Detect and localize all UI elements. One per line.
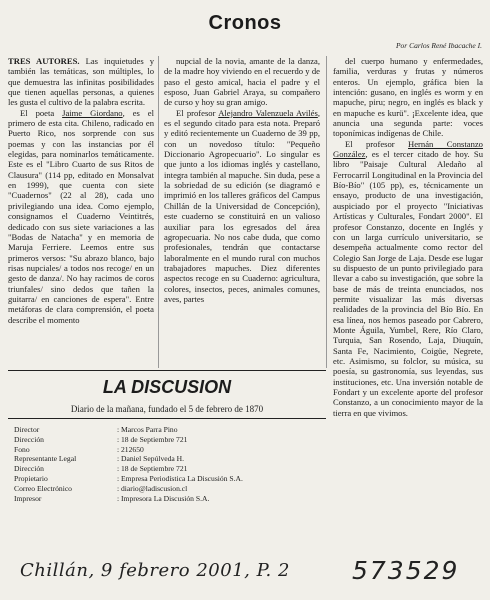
staff-row [14,454,320,464]
staff-value: : 212650 [117,444,144,454]
paragraph [164,56,320,108]
staff-value: : Daniel Sepúlveda H. [117,454,185,464]
column-title: Cronos [208,12,282,34]
staff-value: : diario@ladiscusion.cl [117,483,188,493]
staff-row [14,435,320,445]
paragraph-text: , es el segundo citado para esta nota. Preparó y editó recientemente un Cuaderno de 39 pp, con un novedoso título: "Pequeño Diccionario Agropecuario". Lo singular es que junto a los idiomas inglés y castellano, integra también al mapuche. Sin duda, pese a la sobriedad de su edición (se diagramó e imprimió en los talleres gráficos del Campus Chillán de la Universidad de Concepción), este cuaderno se constituirá en un valioso auxiliar para los egresados del área agropecuaria. No nos cabe duda, que como profesionales, tendrán que contactarse laboralmente en el mundo rural con muchos trabajadores mapuches. Diez diferentes aspectos recoge en su Cuaderno: agricultura, colores, insectos, peces, animales comunes, aves, partes [164,107,320,304]
paragraph [164,108,320,305]
masthead-subtitle: Diario de la mañana, fundado el 5 de febrero de 1870 [70,404,264,414]
paragraph-text: , es el primero de esta cita. Chileno, radicado en Puerto Rico, nos sorprende con sus poemas y con las instancias por él elegidas, para nominarlos temáticamente. Este es el "Libro Cuarto de sus Ritos de Clausura" (114 pp, editado en Monsalvat en 1999), que cuenta con siete "Cuadernos" (22 al 28), cada uno privilegiando una idea. Como ejemplo, consignamos el Cuaderno Veintitrés, dedicado con sus siete variaciones a las "Bodas de Natacha" y en memoria de Maruja Ferriere. Leemos entre sus primeros versos: "Su abrazo blanco, bajo risas nupciales/ a todos nos recoge/ en un gesto de danza/. No hay racimos de coros triunfales/ sino dedos que tañen la guitarra/ en canciones de espera". Entre metáforas de clara comprensión, el poeta describe el momento [8,107,154,325]
author-name: Jaime Giordano [62,107,123,118]
staff-role: Representante Legal [14,454,77,464]
article-column-2 [164,56,320,368]
lead-in: TRES AUTORES. [8,56,80,66]
column-divider [158,56,159,368]
paragraph-text: El profesor [176,107,219,118]
paragraph-text: El poeta [20,107,63,118]
staff-role: Impresor [14,493,42,503]
handwritten-date: Chillán, 9 febrero 2001, P. 2 [20,560,290,581]
masthead-divider [8,418,326,419]
paragraph [8,108,154,325]
staff-row [14,474,320,484]
masthead-name: LA DISCUSION [102,377,232,397]
staff-value: : Impresora La Discusión S.A. [117,493,210,503]
paragraph-text: Las inquietudes y también las temáticas, son múltiples, lo que demuestra las infinitas posibilidades que tienen aquellas personas, a quienes les gusta el cultivo de la palabra escrita. [8,56,154,108]
paragraph-text: El profesor [345,138,409,149]
paragraph [8,56,154,108]
paragraph-text: del cuerpo humano y enfermedades, familia, verduras y frutas y números enteros. Un ejemplo, gráfica bien la intención: gusano, en inglés es worm y en mapuche, piru; negro, en inglés es black y en mapuche es kurü". ¡Excelente idea, que anuncia una segunda parte: voces toponímicas indígenas de Chile. [333,56,483,139]
paragraph [333,139,483,418]
staff-row [14,484,320,494]
masthead-box [8,370,326,554]
staff-role: Dirección [14,464,44,474]
staff-row [14,464,320,474]
staff-role: Correo Electrónico [14,483,72,493]
staff-value: : Empresa Periodística La Discusión S.A. [117,473,243,483]
column-divider [326,56,327,368]
staff-role: Propietario [14,473,48,483]
paragraph-text: nupcial de la novia, amante de la danza, de la madre hoy viviendo en el recuerdo y de paso el gesto amical, hacia el padre y el esposo, Juan Gabriel Araya, su compañero de curso y hoy su gran amigo. [164,56,320,108]
staff-value: : Marcos Parra Pino [117,425,178,434]
staff-role: Fono [14,444,30,454]
staff-role: Director [14,425,40,434]
handwritten-number: 573529 [352,556,460,585]
staff-row [14,445,320,455]
author-name: Alejandro Valenzuela Avilés [218,107,318,118]
staff-value: : 18 de Septiembre 721 [117,464,188,474]
staff-row [14,425,320,435]
staff-row [14,494,320,504]
author-name: Hernán Constanzo González [333,138,483,160]
article-column-3 [333,56,483,556]
staff-box [14,425,320,503]
staff-role: Dirección [14,434,44,444]
paragraph-text: , es el tercer citado de hoy. Su libro "Paisaje Cultural Aledaño al Ferrocarril Longitudinal en la Provincia del Bío-Bío" (105 pp), es, técnicamente un ensayo, producto de una investigación, auspiciado por el proyecto "Iniciativas Artísticas y Culturales, Fondart 2000". El profesor Constanzo, docente en Inglés y con un larga currículo universitario, se desempeña actualmente como rector del Colegio San Jorge de Laja. Desde ese lugar su dispuesto de un punto privilegiado para llevar a cabo su investigación, que sobre la base de más de treinta enunciados, nos permite visualizar las más diversas realidades de la provincia del Bío Bío. En esa línea, nos hemos paseado por Cabrero, Monte Águila, Yumbel, Rere, Río Claro, Turquia, San Rosendo, Laja, Diuquín, Santa Fe, Nacimiento, Coigüe, Negrete, etc. Asimismo, su folclor, su música, su poesía, su gastronomía, sus leyendas, sus instituciones, etc. Una inversión notable de Fondart y un excelente aporte del profesor Constanzo, a un conocimiento mayor de la tierra en que vivimos. [333,149,483,418]
staff-value: : 18 de Septiembre 721 [117,434,188,444]
byline: Por Carlos René Ibacache I. [395,41,482,50]
article-column-1 [8,56,154,368]
paragraph [333,56,483,139]
